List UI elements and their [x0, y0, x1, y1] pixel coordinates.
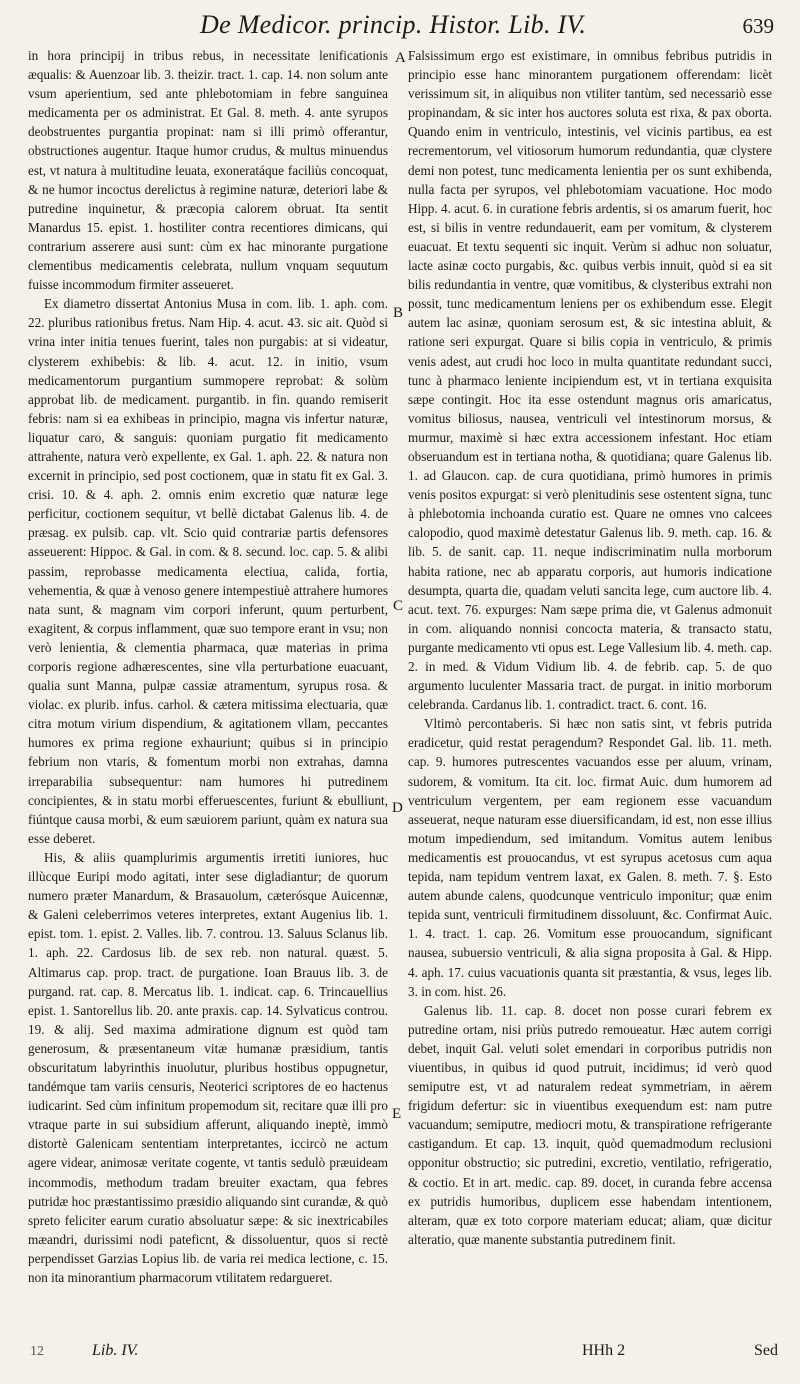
page-footer: [0, 1340, 800, 1370]
right-column: [408, 46, 772, 1249]
right-paragraph-1: Falsissimum ergo est existimare, in omnibus febribus putridis in principio esse hanc minorantem purgationem offerendam: licèt verissimum sit, in aliquibus non vtiliter tantùm, sed necessariò esse propinandam, & sic inter hos auctores soluta est rixa, & pax oborta. Quando enim in ventriculo, intestinis, vel vicinis partibus, ea est recrementorum, vel vitiosorum humorum redundantia, quæ clystere demi non potest, tunc medicamenta lenientia per os sunt exhibenda, nulla facta per syrupos, vel phlebotomiam vacuatione. Hoc modo Hipp. 4. acut. 6. in curatione febris ardentis, si os amarum fuerit, hoc est, si bilis in ventre redundauerit, eam per vomitum, & clysterem euacuat. Et textu sequenti sic inquit. Verùm si adhuc non soluatur, lacte asinæ cocto purgabis, &c. quibus verbis innuit, quòd si ea sit bilis redundantia in ventre, quæ vomitibus, & clysteribus extrahi non possit, tunc medicamentum leniens per os exhibendum esse. Elegit autem lac asinæ, quoniam serosum est, & sic intestina abluit, & ratione seri expurgat. Quare si bilis copia in ventriculo, & primis venis adest, aut crudi hoc loco in multa quantitate redundant succi, tunc à pharmaco leniente incipiendum est, vt in tertiana exquisita sæpe contingit. Hoc ita esse ostendunt magnus oris amaricatus, vomitus biliosus, nausea, ventriculi vel intestinorum morsus, & murmur, maximè si hæc extra accessionem infestant. Hoc etiam obseruandum est in tertiana notha, & quotidiana; quare Galenus lib. 1. ad Glaucon. cap. de cura quotidiana, primò humores in primis venis positos expurgat: si verò plenitudinis sese ostentent signa, tunc à phlebotomia inchoanda curatio est. Quare ne omnes vno calcees calopodio, quod maximè detestatur Galenus lib. 9. meth. cap. 16. & lib. 5. de sanit. cap. 11. neque indiscriminatim nulla morborum habita ratione, nec ab apparatu corporis, aut humoris indicatione desumpta, quarta die, quadam veluti sancita lege, cum auctore lib. 4. acut. text. 76. expurges: Nam sæpe prima die, vt Galenus admonuit in com. aliquando nonnisi concocta materia, & transacto statu, purgante medicamento vti opus est. Lege Vallesium lib. 4. meth. cap. 2. in med. & Vidum Vidium lib. 4. de febrib. cap. 5. de quo argumento luculenter Massaria tract. de purgat. in initio morborum celebranda. Cardanus lib. 1. contradict. tract. 6. cont. 16.: [408, 48, 772, 713]
left-column: [28, 46, 388, 1287]
right-paragraph-2: Vltimò percontaberis. Si hæc non satis sint, vt febris putrida eradicetur, quid restat peragendum? Respondet Gal. lib. 11. meth. cap. 9. humores putrescentes vacuandos esse per aluum, vrinam, sudorem, & vomitum. Ita cit. loc. firmat Auic. dum humorem ad ventriculum vergentem, per eam regionem esse vacuandum asseuerat, neque naturam esse diuersificandam, id est, non esse illius motum impediendum, sed imitandum. Vomitus autem lenibus medicamentis est prouocandus, vt est syrupus acetosus cum aqua tepida, nam tepidum ventrem laxat, ex Galen. 8. meth. 7. §. Esto autem abunde calens, quodcunque ventriculo imponitur; quæ enim tepida sunt, ventriculi firmitudinem dissoluunt, &c. Confirmat Auic. 1. 4. tract. 1. cap. 26. Vomitum esse prouocandum, significant nausea, subuersio ventriculi, & alia signa proposita à Gal. & Hipp. 4. aph. 17. cuius vacuationis quanta sit præstantia, & vsus, leges lib. 3. in com. hist. 26.: [408, 716, 772, 999]
left-paragraph-2: Ex diametro dissertat Antonius Musa in com. lib. 1. aph. com. 22. pluribus rationibus fretus. Nam Hip. 4. acut. 43. sic ait. Quòd si vrina inter initia tenues fuerint, tales non purgabis: at si videatur, clysterem exhibebis: & lib. 4. acut. 12. in initio, vsum medicamentorum purgantium summopere reprobat: & solùm approbat lib. de medicament. purgantib. in fin. quando remiserit febris: nam si ea exhibeas in principio, magna vis infertur naturæ, liquatur caro, & sanguis: quoniam purgatio fit medicamento attrahente, natura verò expellente, ex Gal. 1. aph. 22. & natura non excernit in principio, sed post coctionem, quæ in statu fit ex Gal. 3. crisi. 10. & 4. aph. 2. omnis enim excretio quæ naturæ lege perficitur, coctionem sequitur, vt bellè dictabat Galenus lib. 4. de præsag. ex pulsib. cap. vlt. Scio quid contrariæ partis defensores asseuerent: Hippoc. & Gal. in com. & 8. secund. loc. cap. 5. & alibi passim, reprobasse medicamenta electiua, calida, fortia, vehementia, & quæ à venoso genere intempestiuè attrahere humores nata sunt, & magnam vim corpori inferunt, quum perturbent, exagitent, & corpus inflamment, quæ suo tempore erant in vsu; non verò lenientia, & clementia pharmaca, quæ materias in prima corporis regione adhærescentes, sine vlla perturbatione euacuant, qualia sunt Manna, pulpæ cassiæ atramentum, syrupus rosa. & violac. ex plurib. infus. carhol. & cætera mitissima electuaria, quæ citra motum virium dispendium, & agitationem vllam, peccantes humores ex prima regione exhauriunt; quibus si in principio febrium non vtaris, & fomentum morbi non extrahas, damna irreparabilia subsequentur: nam humores hi putredinem concipientes, & in statu morbi efferuescentes, furiunt & ebulliunt, fiúntque causa morbi, & eum sæuiorem pariunt, quàm ex natura sua esse deberet.: [28, 296, 388, 846]
running-title: De Medicor. princip. Histor. Lib. IV.: [200, 10, 587, 39]
right-paragraph-3: Galenus lib. 11. cap. 8. docet non posse curari febrem ex putredine ortam, nisi priùs putredo remoueatur. Hæc autem corrigi debet, inquit Gal. veluti solet emendari in corporibus putridis non viuentibus, in quibus id quod putruit, incidimus; id verò quod semiputre est, vt ad naturalem redeat symmetriam, in aërem frigidum defertur: sic in viuentibus exequendum est: nam putre vacuandum; semiputre, mediocri motu, & transpiratione refrigerante castigandum. Et cap. 13. inquit, quòd quemadmodum reclusioni opponitur obstructio; sic putredini, excretio, ventilatio, refrigeratio, & coctio. Et in art. medic. cap. 89. docet, in curanda febre accensa ex putridis humoribus, duplicem esse habendam intentionem, alteram, quæ ex toto corpore materiam educat; aliam, quæ dicitur alteratio, quæ manente substantia putredinem finit.: [408, 1002, 772, 1247]
margin-letter-b: B: [393, 305, 404, 321]
left-paragraph-3: His, & aliis quamplurimis argumentis irretiti iuniores, huc illùcque Euripi modo agitati, inter sese digladiantur; de quorum numero præter Manardum, & Brasauolum, cæterósque Auicennæ, & Galeni celeberrimos veteres interpretes, extant Augenius lib. 1. epist. tom. 1. epist. 2. Valles. lib. 7. controu. 13. Saluus Sclanus lib. 1. aph. 22. Cardosus lib. de sex reb. non natural. quæst. 5. Altimarus cap. prop. tract. de purgatione. Ioan Brauus lib. 3. de purgand. rat. cap. 8. Mercatus lib. 1. indicat. cap. 6. Trincauellius epist. 1. Santorellus lib. 20. ante praxis. cap. 14. Sylvaticus controu. 19. & alij. Sed maxima admiratione dignum est quòd tam generosum, & præsentaneum vitæ humanæ præsidium, tantis obscuritatum labyrinthis inuolutur, pluribus hostibus oppugnetur, tandémque tam variis censuris, Neoterici scriptores de eo hactenus iudicarint. Sed cùm infinitum propemodum sit, recitare quæ illi pro vtraque parte in sui subsidium afferunt, aliquando ineptè, immò distortè Galenicam sententiam interpretantes, iccircò ne actum agere videar, animosæ veritate cogente, vt tantis sedulò præuideam incommodis, methodum tradam breuiter exactam, qua febres putridæ hoc præstantissimo præsidio aliquando sint curandæ, & quò spreto feliciter earum curatio absoluatur sæpe: & sic inextricabiles mæandri, durissimi nodi pateficnt, & dissoluentur, quos si rectè perpendisset Garzias Lopius lib. de varia rei medica lectione, c. 15. non ita minorantium pharmacorum vtilitatem redargueret.: [28, 849, 388, 1285]
page-number: 639: [742, 14, 774, 38]
footer-running-head: Lib. IV.: [92, 1342, 139, 1359]
margin-letter-c: C: [393, 598, 404, 614]
catchword: Sed: [754, 1342, 778, 1359]
margin-letter-e: E: [392, 1106, 402, 1122]
left-paragraph-1: in hora principij in tribus rebus, in necessitate lenificationis æqualis: & Auenzoar lib. 3. theizir. tract. 1. cap. 14. non solum ante vsum aperientium, sed ante phlebotomiam in febre sanguinea medicamenta per os administrat. Et Gal. 8. meth. 4. ante syrupos deobstruentes purgantia propinat: nam si illi primò offerantur, obstructiones augentur. Itaque humor crudus, & multus minuendus est, vt natura à multitudine leuata, exoneratáque faciliùs concoquat, & ne humor incoctus derelictus à regimine naturæ, deteriori labe & putredine inquinetur, & præcopia calorem obruat. Ita sentit Manardus 15. epist. 1. hostiliter contra recentiores dimicans, qui contrarium asserere ausi sunt: cùm ex hac minorante purgatione clementibus medicamentis celebrata, nullum vnquam sequutum fuisse incommodum firmiter asseueret.: [28, 48, 388, 293]
gathering-signature: HHh 2: [582, 1342, 626, 1359]
page-header: [0, 8, 800, 44]
footer-signature-left: 12: [30, 1344, 44, 1359]
margin-letter-d: D: [392, 800, 403, 816]
margin-letter-a: A: [395, 50, 406, 66]
